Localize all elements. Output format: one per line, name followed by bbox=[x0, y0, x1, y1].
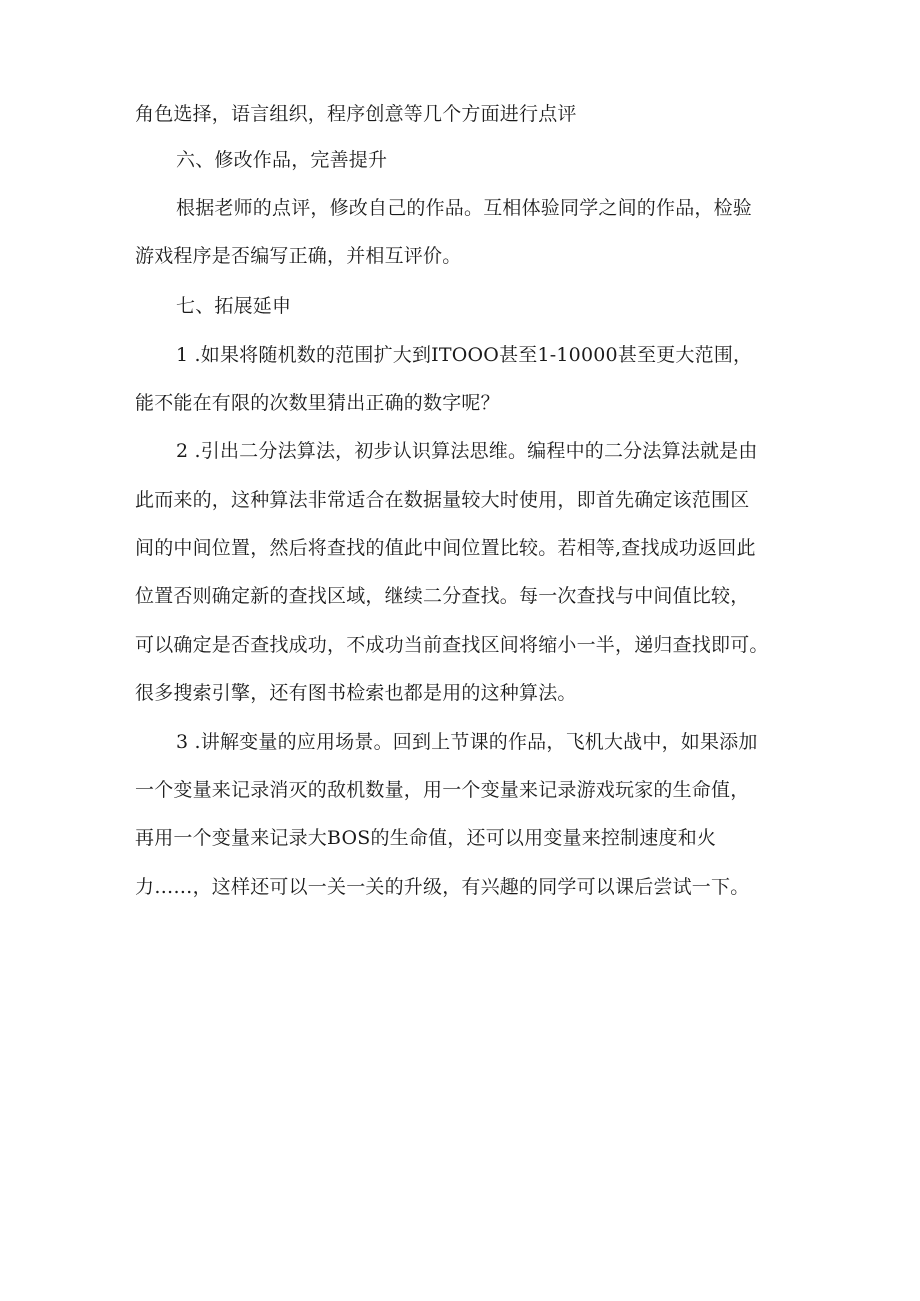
text-line: 能不能在有限的次数里猜出正确的数字呢？ bbox=[135, 392, 500, 414]
text-line: 1 .如果将随机数的范围扩大到ITOOO甚至1-10000甚至更大范围， bbox=[176, 344, 753, 366]
text-line: 可以确定是否查找成功，不成功当前查找区间将缩小一半，递归查找即可。 bbox=[135, 634, 769, 656]
text-line: 一个变量来记录消灭的敌机数量，用一个变量来记录游戏玩家的生命值， bbox=[135, 779, 750, 801]
text-line: 力……，这样还可以一关一关的升级，有兴趣的同学可以课后尝试一下。 bbox=[135, 876, 750, 898]
text-line: 很多搜索引擎，还有图书检索也都是用的这种算法。 bbox=[135, 682, 577, 704]
text-line: 间的中间位置，然后将查找的值此中间位置比较。若相等,查找成功返回此 bbox=[135, 537, 756, 559]
text-line: 3 .讲解变量的应用场景。回到上节课的作品，飞机大战中，如果添加 bbox=[176, 731, 758, 753]
text-line: 位置否则确定新的查找区域，继续二分查找。每一次查找与中间值比较， bbox=[135, 585, 750, 607]
text-line: 游戏程序是否编写正确，并相互评价。 bbox=[135, 245, 462, 267]
text-line: 此而来的，这种算法非常适合在数据量较大时使用，即首先确定该范围区 bbox=[135, 489, 750, 511]
text-line: 角色选择，语言组织，程序创意等几个方面进行点评 bbox=[135, 103, 577, 125]
text-line: 再用一个变量来记录大BOS的生命值，还可以用变量来控制速度和火 bbox=[135, 827, 717, 849]
text-line: 根据老师的点评，修改自己的作品。互相体验同学之间的作品，检验 bbox=[176, 197, 753, 219]
section-heading: 七、拓展延申 bbox=[176, 295, 292, 317]
section-heading: 六、修改作品，完善提升 bbox=[176, 149, 388, 171]
text-line: 2 .引出二分法算法，初步认识算法思维。编程中的二分法算法就是由 bbox=[176, 440, 758, 462]
